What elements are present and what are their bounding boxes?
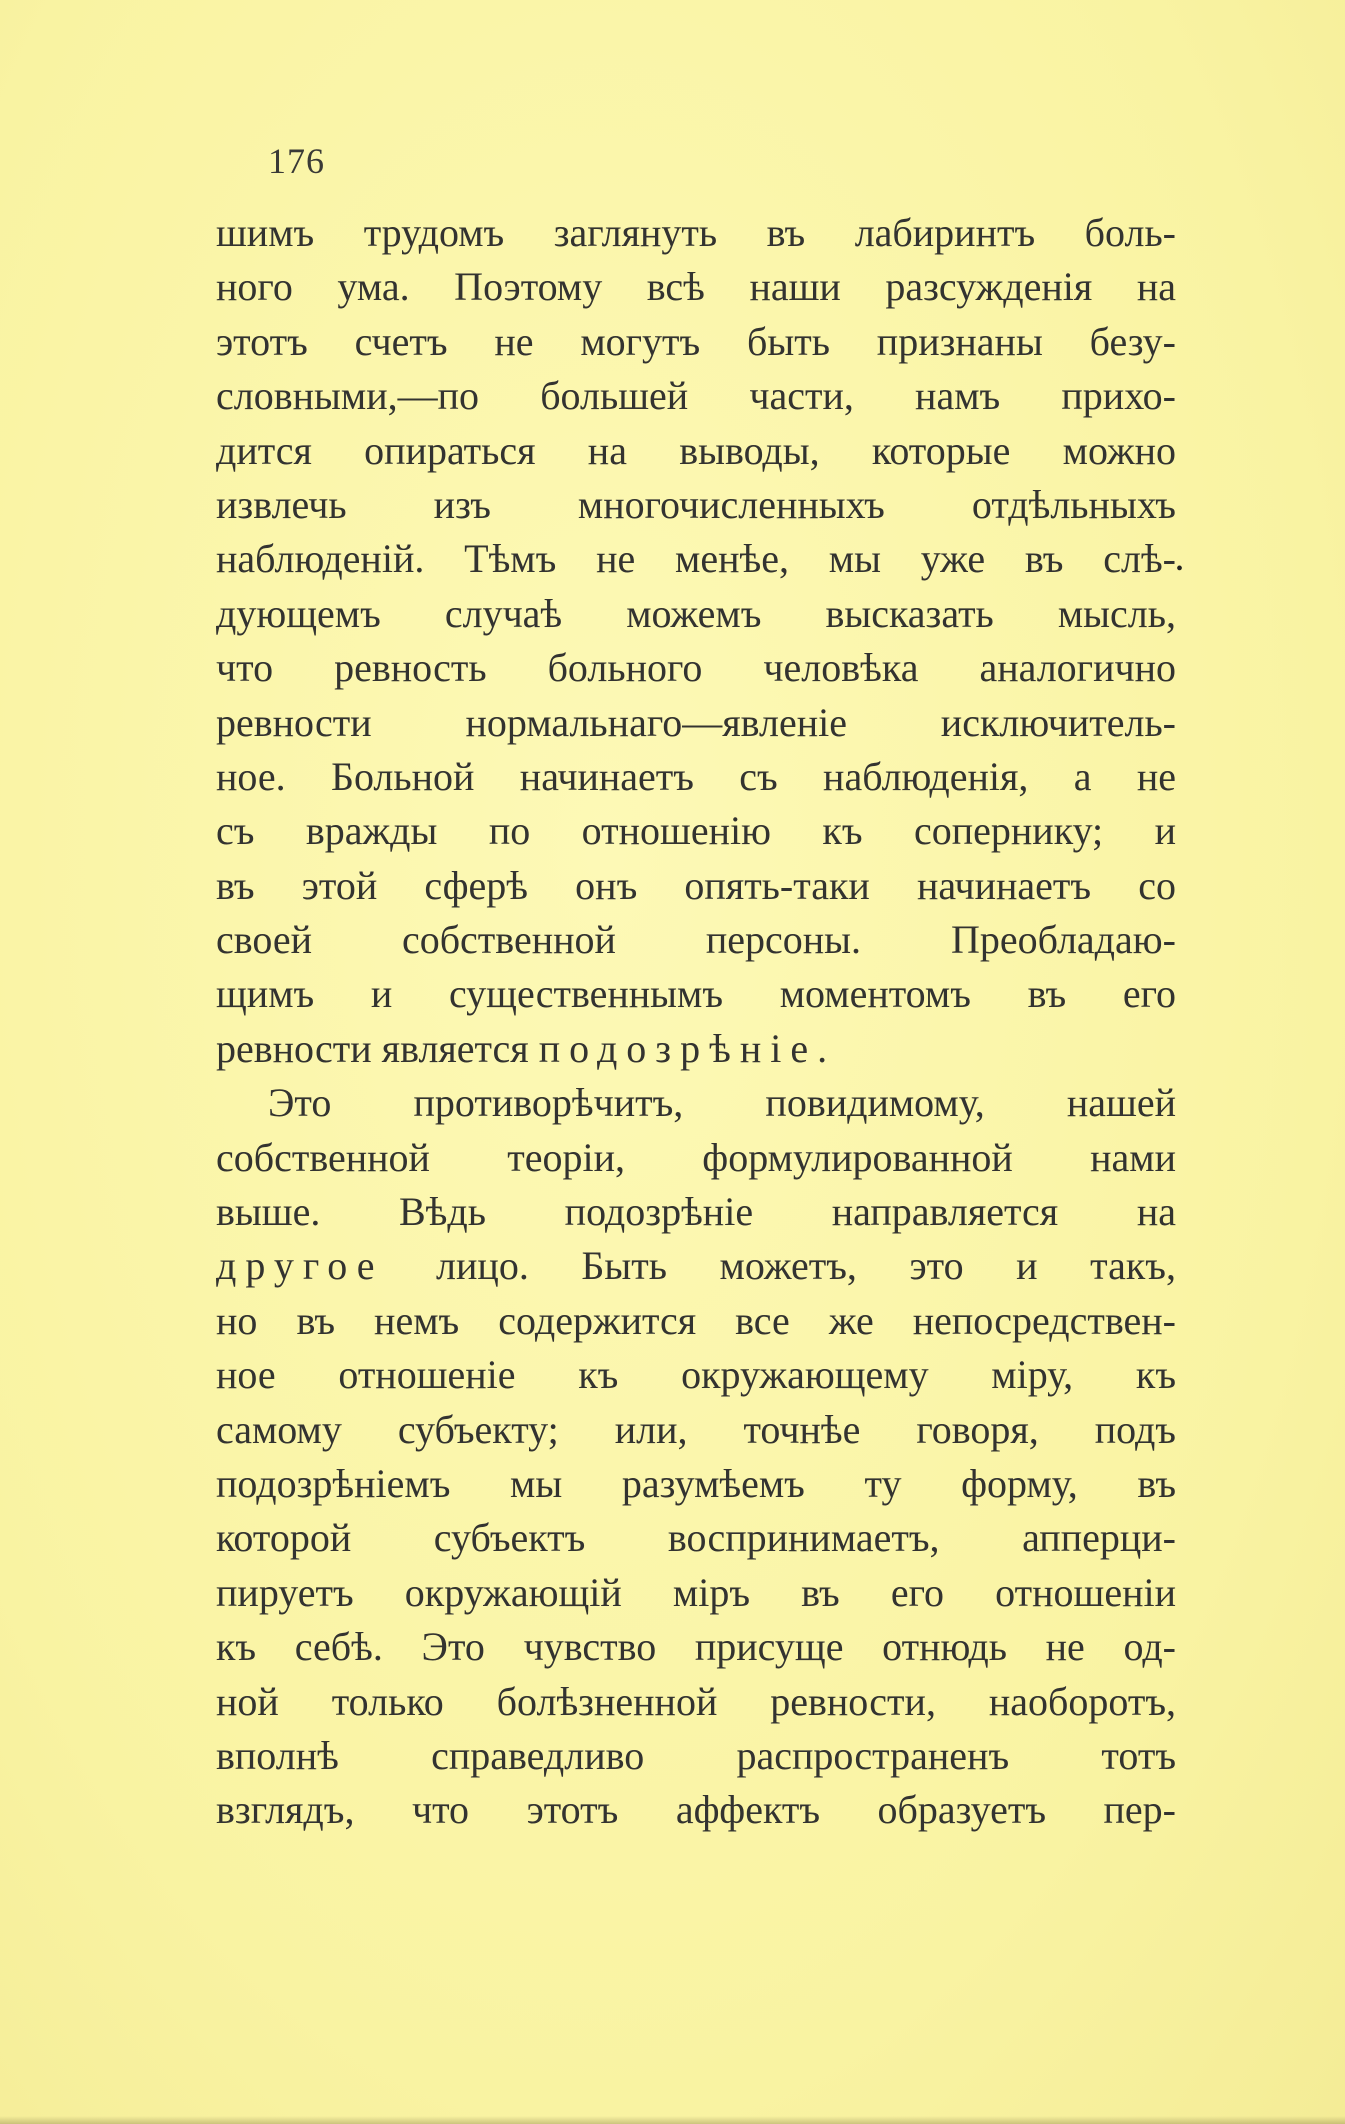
text-line: что ревность больного человѣка аналогично [216,645,1176,691]
text-line: ной только болѣзненной ревности, наоборотъ, [216,1678,1176,1724]
text-line: наблюденій. Тѣмъ не менѣе, мы уже въ слѣ- [216,536,1176,582]
text-line-first: Это противорѣчитъ, повидимому, нашей [268,1080,1176,1126]
page-edge-shadow [0,2116,1345,2124]
text-line: ное. Больной начинаетъ съ наблюденія, а не [216,753,1176,799]
text-line: словными,—по большей части, намъ прихо- [216,373,1176,419]
text-line: щимъ и существеннымъ моментомъ въ его [216,971,1176,1017]
text-line: но въ немъ содержится все же непосредствен- [216,1297,1176,1343]
text-line: подозрѣніемъ мы разумѣемъ ту форму, въ [216,1460,1176,1506]
text-line: самому субъекту; или, точнѣе говоря, подъ [216,1406,1176,1452]
text-line: съ вражды по отношенію къ сопернику; и [216,808,1176,854]
page-number: 176 [268,141,325,181]
spaced-emphasis-word: другое [216,1243,384,1289]
ink-mark: • [1176,558,1184,580]
text-line: ного ума. Поэтому всѣ наши разсужденія на [216,264,1176,310]
text-line: своей собственной персоны. Преобладаю- [216,917,1176,963]
text-line: выше. Вѣдь подозрѣніе направляется на [216,1189,1176,1235]
text-line-spaced [216,1239,1176,1293]
line-prefix: ревности является [216,1025,539,1071]
text-line: собственной теоріи, формулированной нами [216,1134,1176,1180]
text-line: шимъ трудомъ заглянуть въ лабиринтъ боль- [216,210,1176,255]
text-line: взглядъ, что этотъ аффектъ образуетъ пер- [216,1787,1176,1833]
line-rest: лицо. Быть можетъ, это и такъ, [383,1243,1176,1289]
text-line: въ этой сферѣ онъ опять-таки начинаетъ со [216,862,1176,908]
paragraph-1 [216,206,1176,1076]
text-line: вполнѣ справедливо распространенъ тотъ [216,1732,1176,1778]
text-line-last [216,1022,1176,1076]
text-line: дится опираться на выводы, которые можно [216,427,1176,473]
text-line: этотъ счетъ не могутъ быть признаны безу- [216,318,1176,364]
spaced-emphasis-word: подозрѣніе. [538,1025,837,1071]
text-line: пируетъ окружающій міръ въ его отношеніи [216,1569,1176,1615]
text-line: извлечь изъ многочисленныхъ отдѣльныхъ [216,481,1176,527]
text-line: къ себѣ. Это чувство присуще отнюдь не од- [216,1624,1176,1670]
body-text [216,206,1176,1838]
paragraph-2 [216,1076,1176,1837]
text-line: которой субъектъ воспринимаетъ, апперци- [216,1515,1176,1561]
text-line: ное отношеніе къ окружающему міру, къ [216,1352,1176,1398]
text-line: дующемъ случаѣ можемъ высказать мысль, [216,590,1176,636]
text-line: ревности нормальнаго—явленіе исключитель- [216,699,1176,745]
